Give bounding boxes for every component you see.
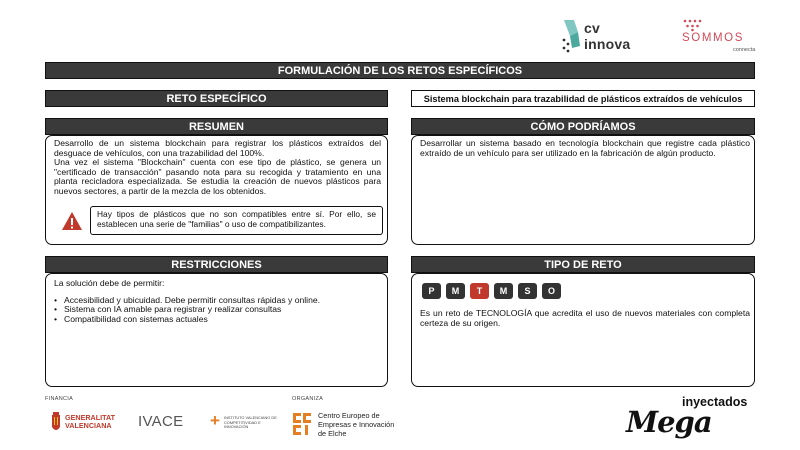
ceei-mark-icon [292,412,312,436]
ceei-elche-logo [292,410,402,440]
restricciones-box [45,273,388,387]
restricciones-list [54,296,384,324]
generalitat-valenciana-logo [50,410,128,438]
ivace-logo [138,410,284,438]
warning-note: Hay tipos de plásticos que no son compatibles entre sí. Por ello, se establecen una serie de "familias" o uso de compatibilizantes. [90,206,383,235]
warning-icon [61,211,83,231]
resumen-text: Desarrollo de un sistema blockchain para registrar los plásticos extraídos del desguace de vehículos, con una trazabilidad del 100%. Una vez el sistema "Blockchain" cuenta con ese tipo de plástico, se genera un "certificado de transacción" pasando nota para su recogida y tratamiento en una planta recicladora especializada. Se estudia la creación de nuevos plásticos para nuevos sectores, a partir de la mezcla de los obtenidos. [54,138,381,196]
sommos-text: SOMMOS [682,32,744,44]
tipo-de-reto-header: TIPO DE RETO [411,256,755,273]
resumen-box [45,135,388,245]
mega-subtext: inyectados [682,395,748,409]
list-item: • Accesibilidad y ubicuidad. Debe permitir consultas rápidas y online. [54,296,384,305]
reto-type-letter-m: M [446,283,465,299]
ivace-text: IVACE [138,413,184,430]
resumen-header: RESUMEN [45,118,388,135]
reto-especifico-value: Sistema blockchain para trazabilidad de plásticos extraídos de vehículos [411,90,755,107]
reto-especifico-header: RETO ESPECÍFICO [45,90,388,107]
mega-wordmark: Mega [626,405,712,439]
gva-line-2: VALENCIANA [65,421,112,431]
gva-shield-icon [50,411,62,435]
financia-label: FINANCIA [45,396,74,402]
ceei-line-1: Centro Europeo de [318,411,380,420]
sommos-logo [680,18,760,60]
restricciones-header: RESTRICCIONES [45,256,388,273]
reto-type-letter-s: S [518,283,537,299]
reto-type-letter-o: O [542,283,561,299]
list-item: • Sistema con IA amable para registrar y realizar consultas [54,305,384,314]
reto-type-letter-m-2: M [494,283,513,299]
inyectados-mega-logo [620,395,760,445]
sommos-subtext: connecta [733,47,756,53]
ceei-line-3: de Elche [318,428,347,438]
como-podriamos-box [411,135,755,245]
ivace-plus-icon: + [210,411,220,430]
organiza-label: ORGANIZA [292,396,324,402]
como-podriamos-header: CÓMO PODRÍAMOS [411,118,755,135]
ceei-line-2: Empresas e Innovación [318,419,395,429]
page-title: FORMULACIÓN DE LOS RETOS ESPECÍFICOS [45,62,755,79]
list-item: • Compatibilidad con sistemas actuales [54,315,384,324]
ivace-subtext: INSTITUTO VALENCIANO DE COMPETITIVIDAD E INNOVACIÓN [224,415,277,430]
restricciones-intro: La solución debe de permitir: [54,278,165,288]
cv-innova-logo [560,18,650,58]
tipo-de-reto-box [411,273,755,387]
reto-type-letters [422,283,561,299]
reto-type-letter-t-selected: T [470,283,489,299]
gva-line-1: GENERALITAT [65,413,116,422]
como-podriamos-text: Desarrollar un sistema basado en tecnología blockchain que registre cada plástico extraído de un vehículo para ser utilizado en la fabricación de algún producto. [420,138,750,158]
cv-innova-mark-icon [560,18,582,54]
reto-type-letter-p: P [422,283,441,299]
sommos-mark-icon [682,18,712,32]
tipo-de-reto-text: Es un reto de TECNOLOGÍA que acredita el uso de nuevos materiales con completa certeza de su origen. [420,308,750,328]
cv-innova-text: cv innova [584,20,631,52]
